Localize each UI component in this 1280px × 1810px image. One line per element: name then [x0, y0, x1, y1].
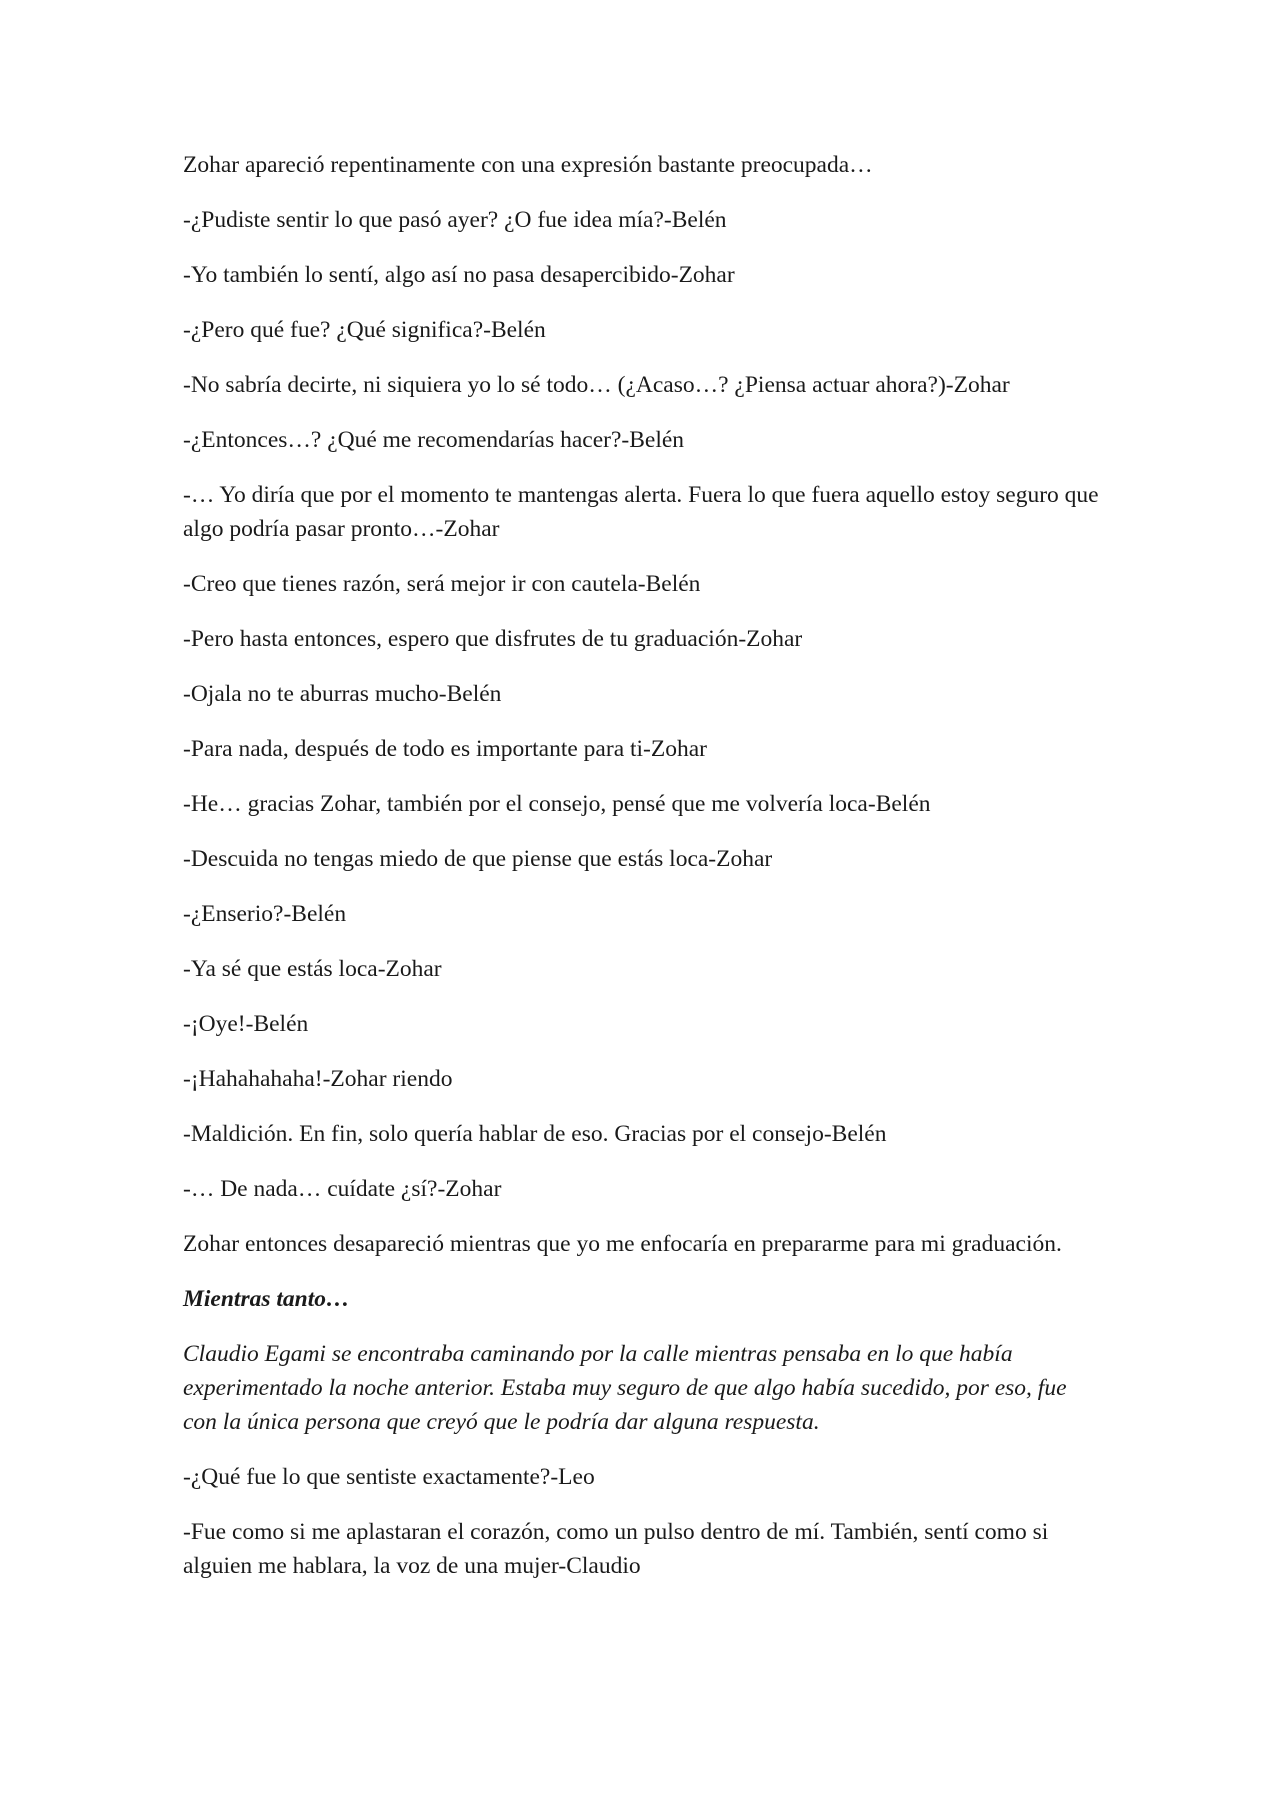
dialogue-line: -Creo que tienes razón, será mejor ir con cautela-Belén [183, 571, 701, 597]
dialogue-line: -Fue como si me aplastaran el corazón, como un pulso dentro de mí. También, sentí como si alguien me hablara, la voz de una mujer-Claudio [183, 1519, 1049, 1579]
scene-break-heading: Mientras tanto… [183, 1286, 350, 1312]
dialogue-line: -¿Entonces…? ¿Qué me recomendarías hacer?-Belén [183, 427, 685, 453]
narration-paragraph: Zohar apareció repentinamente con una expresión bastante preocupada… [183, 152, 873, 178]
dialogue-line: -… De nada… cuídate ¿sí?-Zohar [183, 1176, 502, 1202]
dialogue-line: -¡Oye!-Belén [183, 1011, 309, 1037]
dialogue-line: -Pero hasta entonces, espero que disfrutes de tu graduación-Zohar [183, 626, 803, 652]
dialogue-line: -Descuida no tengas miedo de que piense que estás loca-Zohar [183, 846, 773, 872]
italic-narration-paragraph: Claudio Egami se encontraba caminando por la calle mientras pensaba en lo que había experimentado la noche anterior. Estaba muy seguro de que algo había sucedido, por eso, fue con la única persona que creyó que le podría dar alguna respuesta. [183, 1341, 1067, 1435]
dialogue-line: -Yo también lo sentí, algo así no pasa desapercibido-Zohar [183, 262, 735, 288]
dialogue-line: -¿Pero qué fue? ¿Qué significa?-Belén [183, 317, 546, 343]
document-page [183, 148, 1103, 1604]
dialogue-line: -Ojala no te aburras mucho-Belén [183, 681, 502, 707]
dialogue-line: -¿Enserio?-Belén [183, 901, 347, 927]
dialogue-line: -Para nada, después de todo es importante para ti-Zohar [183, 736, 707, 762]
dialogue-line: -Ya sé que estás loca-Zohar [183, 956, 442, 982]
dialogue-line: -No sabría decirte, ni siquiera yo lo sé todo… (¿Acaso…? ¿Piensa actuar ahora?)-Zohar [183, 372, 1010, 398]
dialogue-line: -He… gracias Zohar, también por el consejo, pensé que me volvería loca-Belén [183, 791, 931, 817]
dialogue-line: -… Yo diría que por el momento te mantengas alerta. Fuera lo que fuera aquello estoy seguro que algo podría pasar pronto…-Zohar [183, 482, 1099, 542]
dialogue-line: -Maldición. En fin, solo quería hablar de eso. Gracias por el consejo-Belén [183, 1121, 887, 1147]
narration-paragraph: Zohar entonces desapareció mientras que yo me enfocaría en prepararme para mi graduación. [183, 1231, 1062, 1257]
dialogue-line: -¿Pudiste sentir lo que pasó ayer? ¿O fue idea mía?-Belén [183, 207, 727, 233]
dialogue-line: -¡Hahahahaha!-Zohar riendo [183, 1066, 453, 1092]
dialogue-line: -¿Qué fue lo que sentiste exactamente?-Leo [183, 1464, 595, 1490]
